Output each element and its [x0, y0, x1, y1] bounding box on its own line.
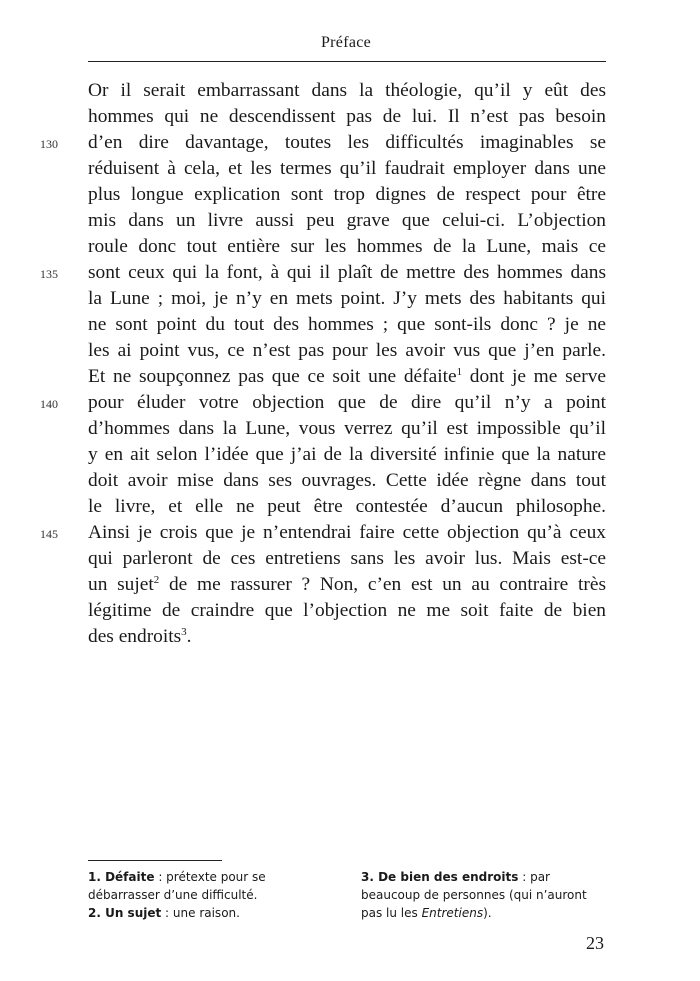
footnote-2-text: : une raison. [161, 906, 240, 920]
footnote-2-term: 2. Un sujet [88, 906, 162, 920]
footnote-3-text: : par beaucoup de personnes (qui n’auront pas lu les [361, 870, 587, 920]
line-number-130: 130 [40, 137, 58, 151]
text-line: pour éluder votre objection que de dire qu’il n’y a point [88, 392, 606, 413]
footnote-3-italic: Entretiens [421, 906, 484, 920]
text-segment: Et ne soupçonnez pas que ce soit une défaite [88, 366, 457, 387]
text-line: légitime de craindre que l’objection ne me soit faite de bien [88, 600, 606, 621]
text-line: y en ait selon l’idée que j’ai de la diversité infinie que la nature [88, 444, 606, 465]
text-line: réduisent à cela, et les termes qu’il faudrait employer dans une [88, 158, 606, 179]
text-line: la Lune ; moi, je n’y en mets point. J’y mets des habitants qui [88, 288, 606, 309]
header-rule [88, 61, 606, 62]
header-title: Préface [320, 34, 372, 51]
text-segment: . [186, 626, 192, 647]
text-line: roule donc tout entière sur les hommes de la Lune, mais ce [88, 236, 606, 257]
line-number-145: 145 [40, 527, 58, 541]
text-line: Ainsi je crois que je n’entendrai faire cette objection qu’à ceux [88, 522, 606, 543]
text-line [88, 572, 606, 600]
footnote-3-term: 3. De bien des endroits [361, 870, 519, 884]
text-line [88, 364, 606, 392]
text-line: les ai point vus, ce n’est pas pour les avoir vus que j’en parle. [88, 340, 606, 361]
footnote-1-text: : prétexte pour se débarrasser d’une difficulté. [88, 870, 266, 902]
footnote-2 [88, 904, 338, 922]
footnote-3 [361, 868, 611, 922]
text-segment: de me rassurer ? Non, c’en est un au contraire très [159, 574, 606, 595]
footnote-rule [88, 860, 222, 861]
text-line: ne sont point du tout des hommes ; que sont-ils donc ? je ne [88, 314, 606, 335]
footnote-1 [88, 868, 338, 904]
footnote-column-left [88, 868, 338, 922]
line-number-135: 135 [40, 267, 58, 281]
footnote-1-term: 1. Défaite [88, 870, 155, 884]
footnote-ref-1[interactable]: 1 [456, 366, 463, 378]
footnote-column-right [361, 868, 611, 922]
text-line [88, 624, 606, 652]
text-line: doit avoir mise dans ses ouvrages. Cette idée règne dans tout [88, 470, 606, 491]
text-line: mis dans un livre aussi peu grave que celui-ci. L’objection [88, 210, 606, 231]
line-number-140: 140 [40, 397, 58, 411]
text-line: plus longue explication sont trop dignes de respect pour être [88, 184, 606, 205]
text-line: Or il serait embarrassant dans la théologie, qu’il y eût des [88, 80, 606, 101]
text-line: d’en dire davantage, toutes les difficultés imaginables se [88, 132, 606, 153]
text-segment: un sujet [88, 574, 154, 595]
text-segment: des endroits [88, 626, 182, 647]
text-segment: dont je me serve [462, 366, 606, 387]
text-line: d’hommes dans la Lune, vous verrez qu’il est impossible qu’il [88, 418, 606, 439]
page-number: 23 [586, 933, 604, 953]
footnote-ref-3[interactable]: 3 [181, 626, 187, 638]
text-line: le livre, et elle ne peut être contestée d’aucun philosophe. [88, 496, 606, 517]
footnote-ref-2[interactable]: 2 [153, 574, 160, 586]
footnote-3-end: ). [483, 906, 492, 920]
text-line: hommes qui ne descendissent pas de lui. Il n’est pas besoin [88, 106, 606, 127]
text-line: qui parleront de ces entretiens sans les avoir lus. Mais est-ce [88, 548, 606, 569]
text-line: sont ceux qui la font, à qui il plaît de mettre des hommes dans [88, 262, 606, 283]
